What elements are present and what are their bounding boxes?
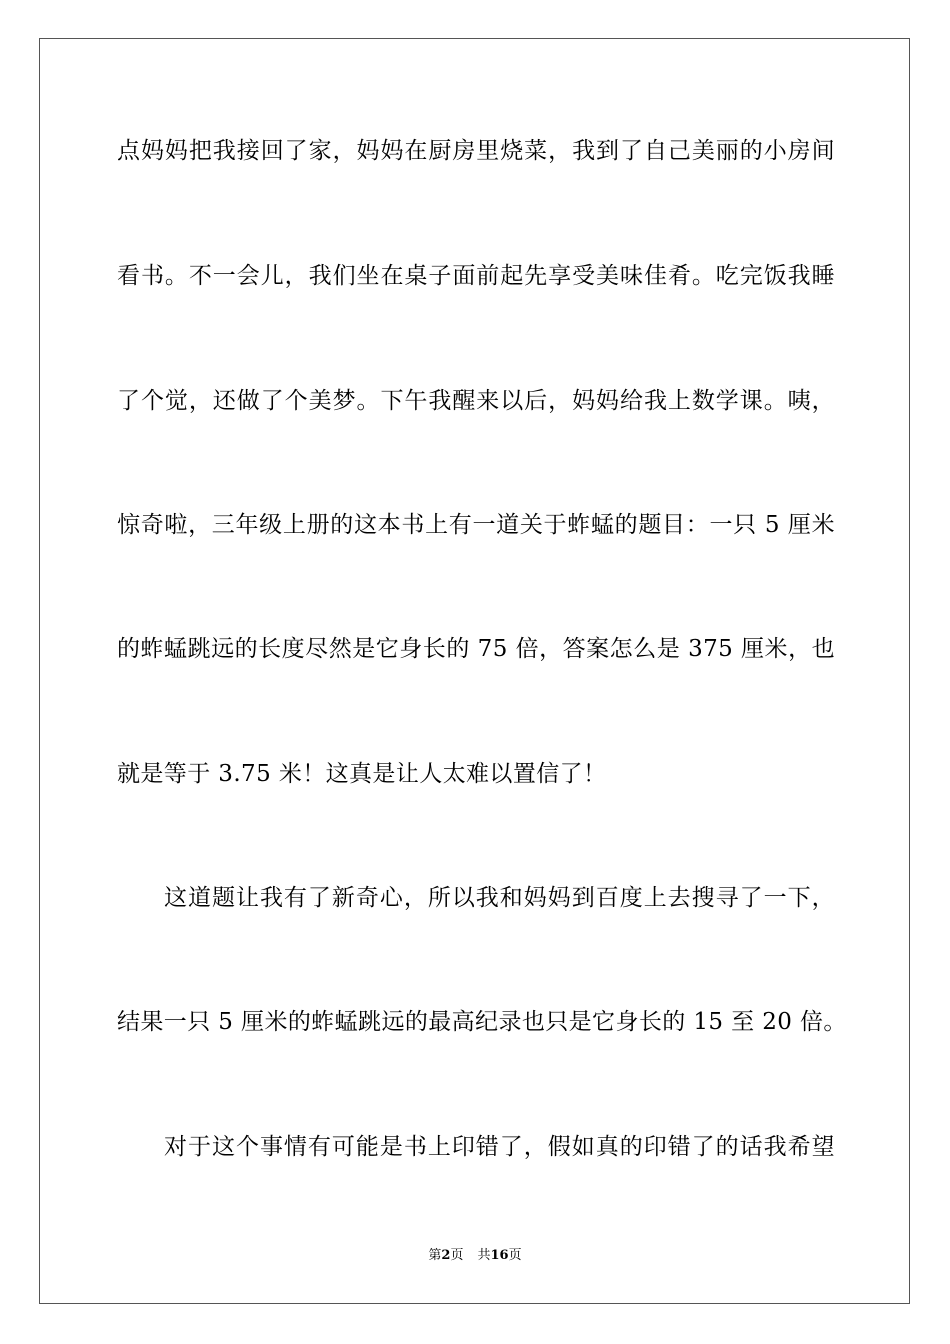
paragraph-line-9: 对于这个事情有可能是书上印错了，假如真的印错了的话我希望 — [164, 1134, 835, 1160]
total-pages: 16 — [490, 1248, 509, 1263]
paragraph-line-6: 就是等于 3.75 米！这真是让人太难以置信了！ — [117, 761, 607, 787]
page-number: 2 — [441, 1248, 451, 1263]
page-footer — [0, 1247, 950, 1265]
paragraph-line-4: 惊奇啦，三年级上册的这本书上有一道关于蚱蜢的题目：一只 5 厘米 — [117, 512, 835, 538]
paragraph-line-7: 这道题让我有了新奇心，所以我和妈妈到百度上去搜寻了一下， — [164, 885, 835, 911]
paragraph-line-8: 结果一只 5 厘米的蚱蜢跳远的最高纪录也只是它身长的 15 至 20 倍。 — [117, 1009, 847, 1035]
page-suffix: 页 — [450, 1248, 464, 1263]
page-border — [39, 38, 910, 1304]
paragraph-line-5: 的蚱蜢跳远的长度尽然是它身长的 75 倍，答案怎么是 375 厘米，也 — [117, 636, 835, 662]
page-prefix: 第 — [428, 1248, 442, 1263]
paragraph-line-2: 看书。不一会儿，我们坐在桌子面前起先享受美味佳肴。吃完饭我睡 — [117, 263, 835, 289]
total-suffix: 页 — [508, 1248, 522, 1263]
total-prefix: 共 — [477, 1248, 491, 1263]
paragraph-line-3: 了个觉，还做了个美梦。下午我醒来以后，妈妈给我上数学课。咦， — [117, 388, 835, 414]
paragraph-line-1: 点妈妈把我接回了家，妈妈在厨房里烧菜，我到了自己美丽的小房间 — [117, 138, 835, 164]
